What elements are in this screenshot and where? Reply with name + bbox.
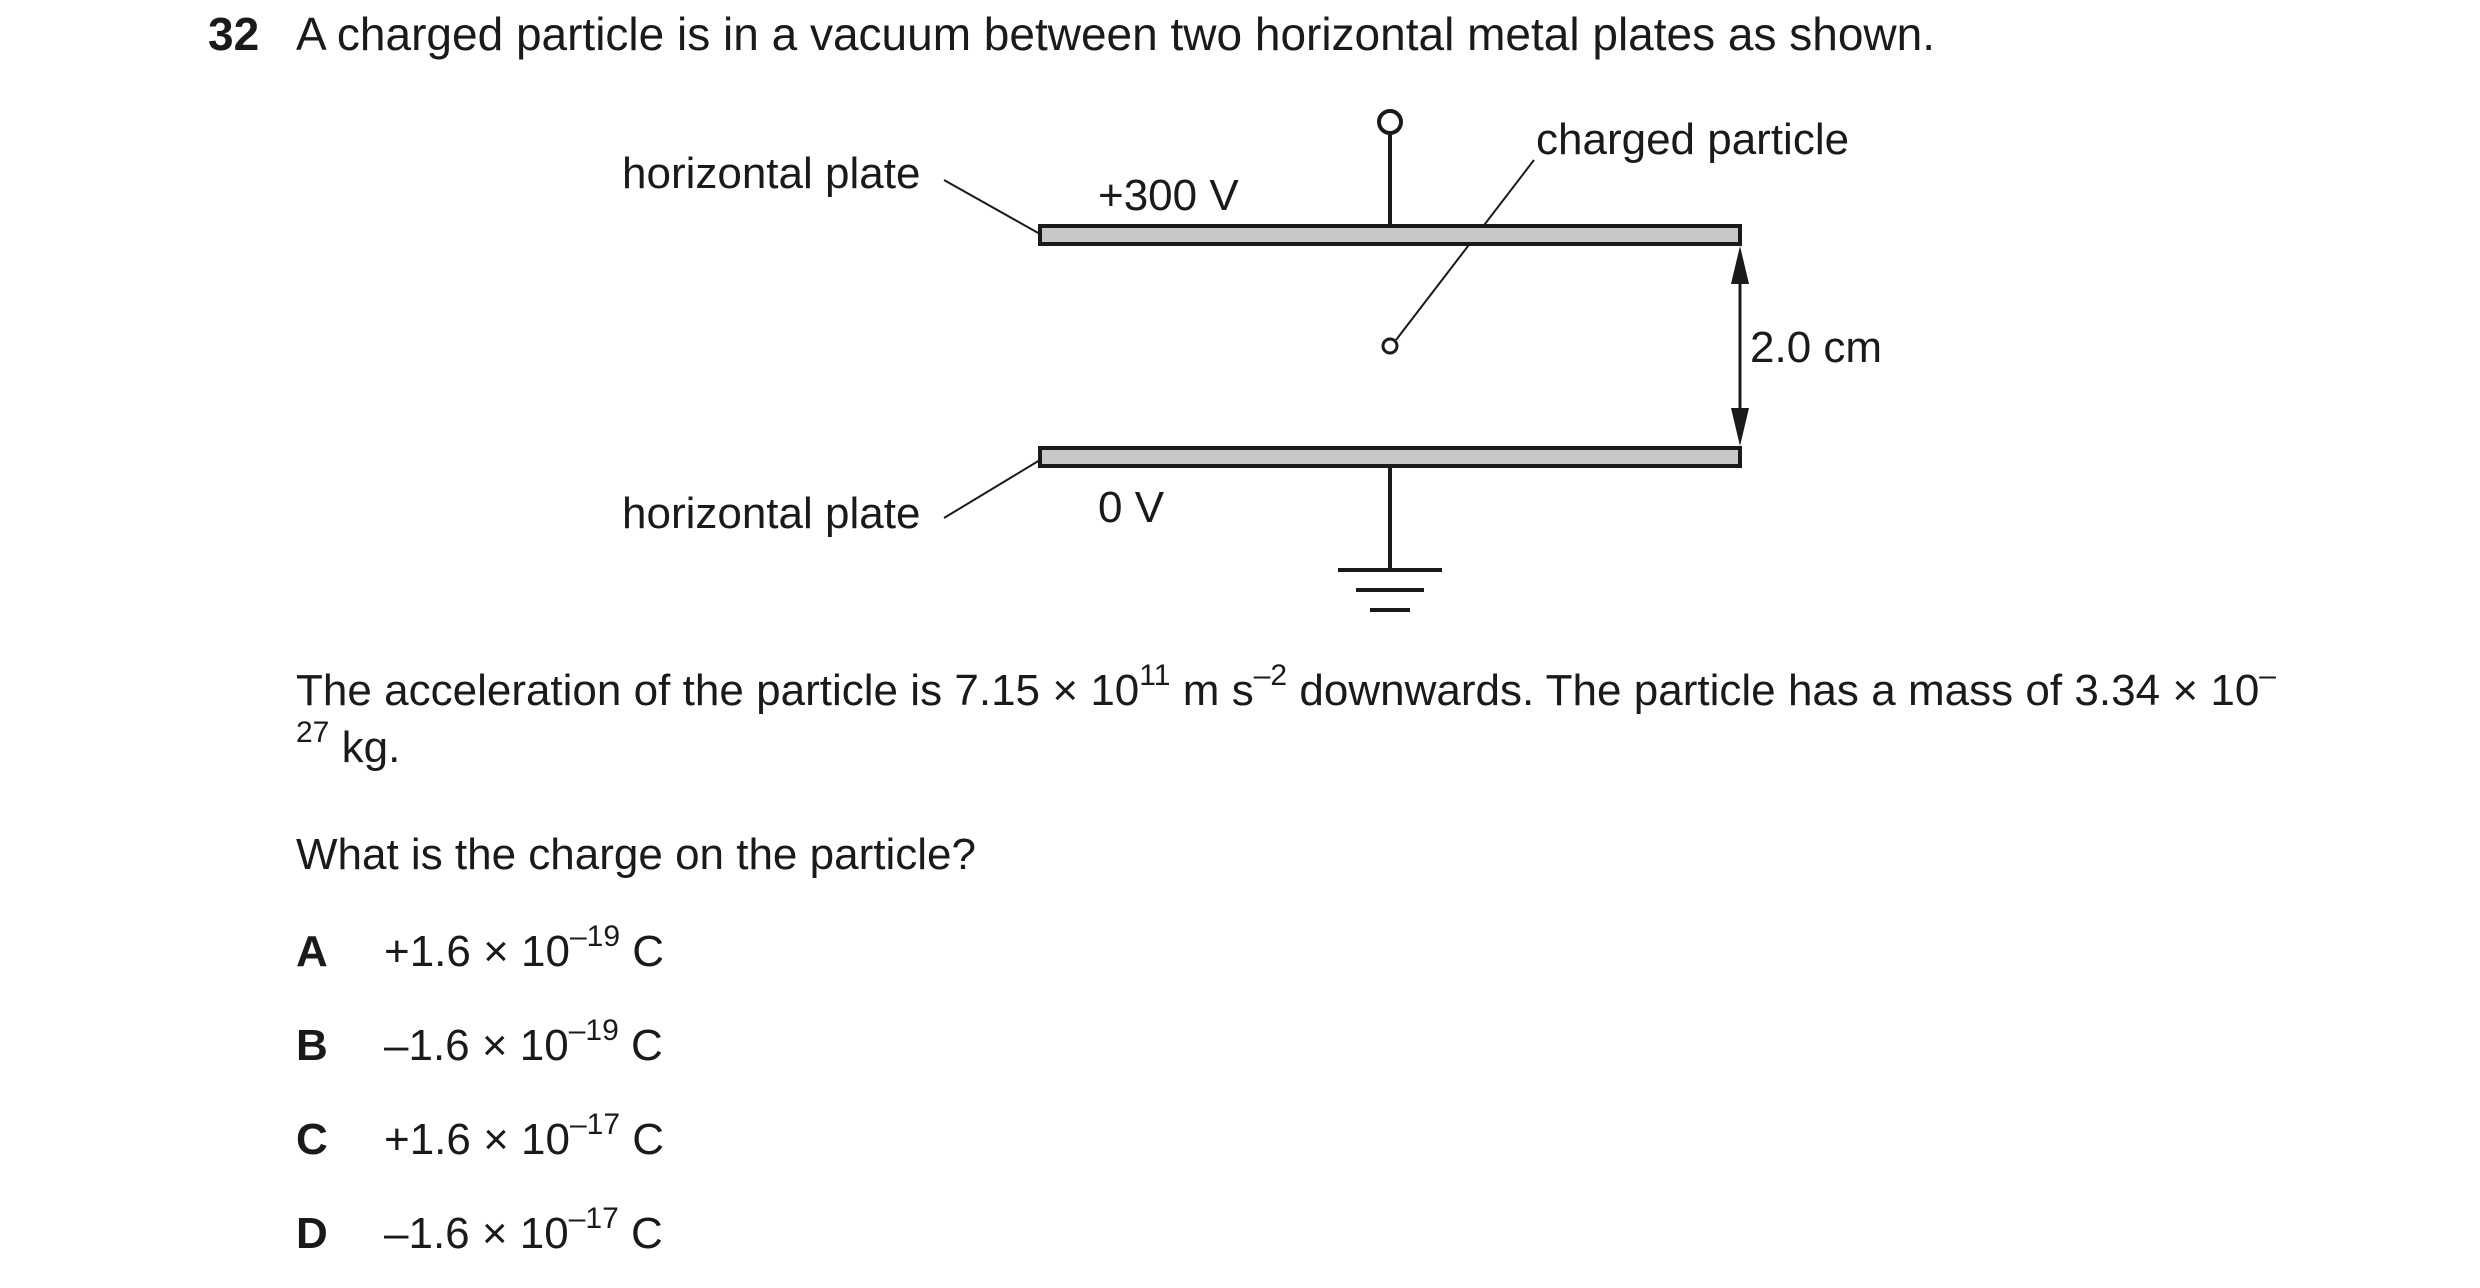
- option-value: $+1.6 \times 10^{-19}$ C: [384, 920, 665, 976]
- label-upper-plate: horizontal plate: [622, 149, 921, 198]
- lower-plate: [1040, 448, 1740, 466]
- leader-line-lower-plate: [944, 460, 1040, 518]
- charged-particle: [1383, 339, 1397, 353]
- option-value: $-1.6 \times 10^{-19}$ C: [384, 1014, 663, 1070]
- acceleration-mass-paragraph: [296, 659, 2276, 776]
- acceleration-text: The acceleration of the particle is 7.15 × 10: [296, 666, 1140, 715]
- option-letter: B: [296, 1021, 328, 1070]
- option-value: $+1.6 \times 10^{-17}$ C: [384, 1108, 665, 1164]
- mass-unit: kg.: [329, 723, 401, 772]
- label-upper-voltage: +300 V: [1098, 171, 1239, 220]
- label-lower-plate: horizontal plate: [622, 489, 921, 538]
- label-lower-voltage: 0 V: [1098, 483, 1165, 532]
- label-separation: 2.0 cm: [1750, 323, 1883, 372]
- acceleration-unit: m s: [1170, 666, 1254, 715]
- acceleration-unit-exponent: –2: [1253, 659, 1288, 693]
- question-prompt: What is the charge on the particle?: [296, 830, 976, 879]
- option-letter: C: [296, 1115, 328, 1164]
- leader-line-upper-plate: [944, 180, 1040, 234]
- separation-arrow-head-down: [1731, 408, 1749, 446]
- question-stem: A charged particle is in a vacuum between two horizontal metal plates as shown.: [296, 8, 1935, 60]
- leader-line-particle: [1396, 160, 1534, 340]
- question-number: 32: [208, 8, 260, 60]
- label-charged-particle: charged particle: [1536, 115, 1850, 164]
- option-letter: D: [296, 1209, 328, 1258]
- separation-arrow-head-up: [1731, 246, 1749, 284]
- upper-plate: [1040, 226, 1740, 244]
- mass-exponent: –27: [296, 659, 2276, 750]
- acceleration-exponent: 11: [1139, 659, 1171, 693]
- option-letter: A: [296, 927, 328, 976]
- mass-text: downwards. The particle has a mass of 3.34 × 10: [1287, 666, 2260, 715]
- plates-diagram: [0, 0, 2480, 640]
- option-value: $-1.6 \times 10^{-17}$ C: [384, 1202, 663, 1258]
- upper-terminal: [1379, 111, 1401, 133]
- earth-icon: [1338, 570, 1442, 610]
